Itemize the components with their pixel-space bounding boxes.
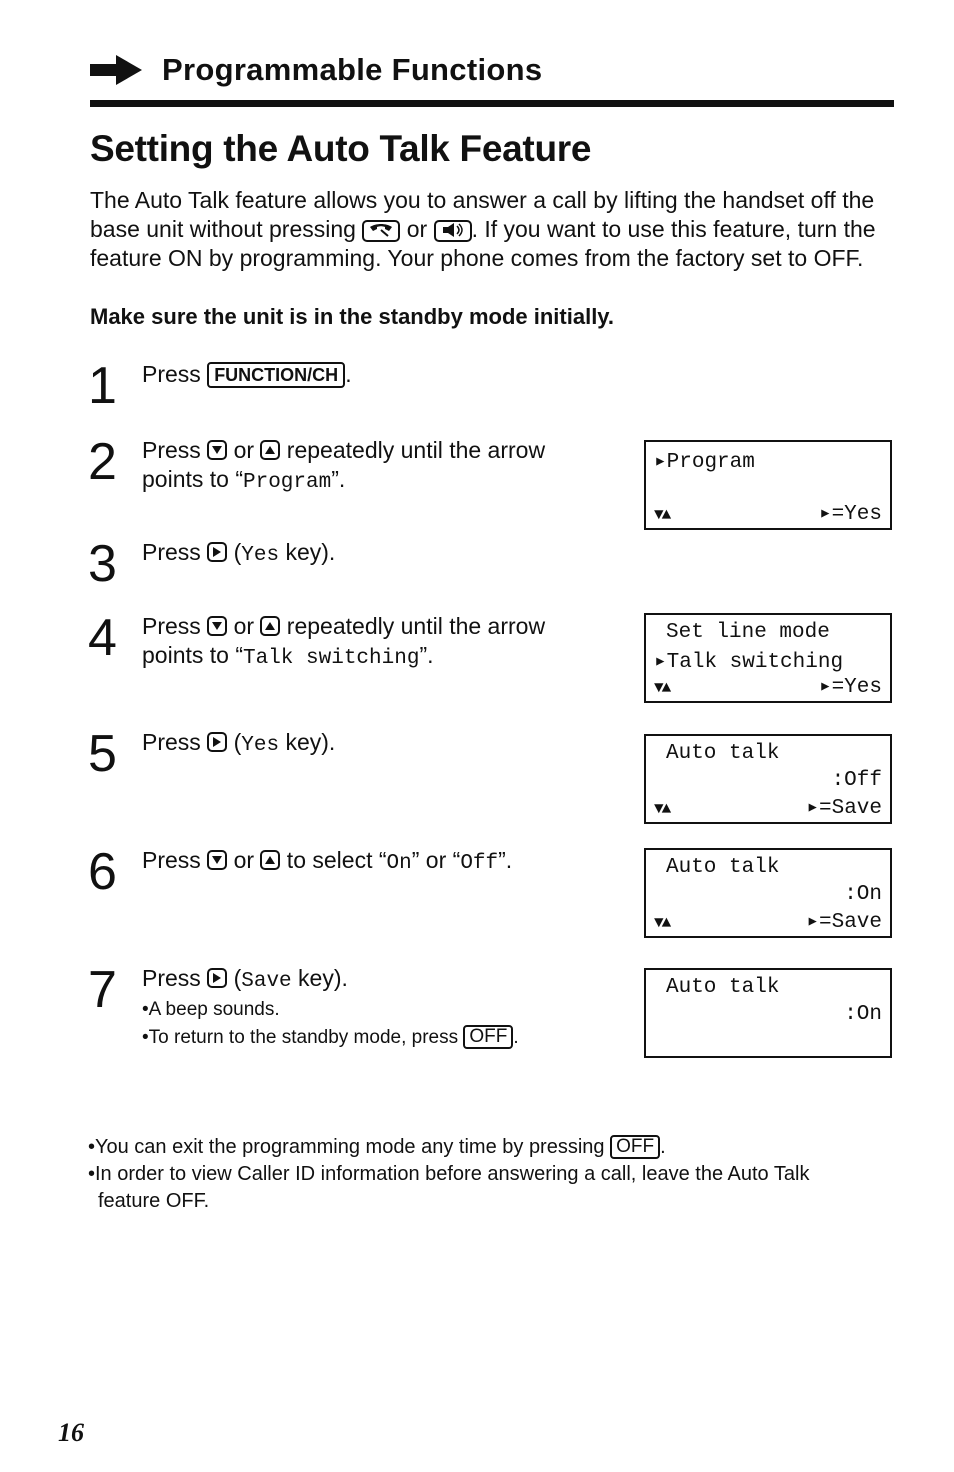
header-rule <box>90 100 894 107</box>
step-number: 7 <box>88 961 117 1019</box>
lcd-display-auto-talk-on: Auto talk :On ▼▲ ▸=Save <box>644 848 892 938</box>
bottom-notes <box>88 1134 898 1215</box>
beep-note: •A beep sounds. <box>142 999 280 1020</box>
off-key: OFF <box>463 1025 513 1049</box>
step-number: 2 <box>88 433 117 491</box>
down-up-arrows-icon: ▼▲ <box>654 679 670 697</box>
step-text: Press (Yes key). <box>142 729 336 757</box>
standby-note: Make sure the unit is in the standby mode initially. <box>90 304 615 329</box>
down-up-arrows-icon: ▼▲ <box>654 800 670 818</box>
section-header <box>90 50 894 90</box>
step-text: Press or repeatedly until the arrow points to “Talk switching”. <box>142 613 546 670</box>
up-key-icon <box>260 616 280 636</box>
step-text: Press or repeatedly until the arrow points to “Program”. <box>142 437 546 494</box>
down-key-icon <box>207 440 227 460</box>
function-ch-key: FUNCTION/CH <box>207 362 345 388</box>
step-number: 6 <box>88 843 117 901</box>
speaker-key-icon <box>434 220 472 242</box>
lcd-display-auto-talk-off: Auto talk :Off ▼▲ ▸=Save <box>644 734 892 824</box>
talk-key-icon <box>362 220 400 242</box>
lcd-display-program: ▸Program ▼▲ ▸=Yes <box>644 440 892 530</box>
right-key-icon <box>207 732 227 752</box>
up-key-icon <box>260 440 280 460</box>
down-key-icon <box>207 850 227 870</box>
page-number: 16 <box>58 1418 84 1447</box>
step-number: 1 <box>88 357 117 415</box>
down-up-arrows-icon: ▼▲ <box>654 506 670 524</box>
arrow-right-icon <box>90 55 142 85</box>
step-number: 3 <box>88 535 117 593</box>
intro-paragraph: The Auto Talk feature allows you to answer a call by lifting the handset off the base unit without pressing or . If you want to use this feature, turn the feature ON by programming. Your phone comes from the factory set to OFF. <box>90 187 876 271</box>
right-key-icon <box>207 968 227 988</box>
page-title: Setting the Auto Talk Feature <box>90 128 592 169</box>
down-key-icon <box>207 616 227 636</box>
step-text: Press (Save key). •A beep sounds. •To return to the standby mode, press OFF . <box>142 964 612 1052</box>
exit-note: •You can exit the programming mode any time by pressing OFF . <box>88 1136 666 1158</box>
section-title: Programmable Functions <box>162 52 543 87</box>
step-number: 4 <box>88 609 117 667</box>
caller-id-note-cont: feature OFF. <box>98 1190 210 1212</box>
off-key: OFF <box>610 1135 660 1159</box>
down-up-arrows-icon: ▼▲ <box>654 914 670 932</box>
lcd-display-auto-talk-saved: Auto talk :On <box>644 968 892 1058</box>
standby-return-note: •To return to the standby mode, press OFF . <box>142 1026 519 1048</box>
right-key-icon <box>207 542 227 562</box>
up-key-icon <box>260 850 280 870</box>
step-number: 5 <box>88 725 117 783</box>
step-text: Press FUNCTION/CH . <box>142 361 352 387</box>
lcd-display-talk-switching: Set line mode ▸Talk switching ▼▲ ▸=Yes <box>644 613 892 703</box>
caller-id-note: •In order to view Caller ID information before answering a call, leave the Auto Talk <box>88 1163 810 1185</box>
step-text: Press or to select “On” or “Off”. <box>142 847 513 875</box>
step-text: Press (Yes key). <box>142 539 336 567</box>
